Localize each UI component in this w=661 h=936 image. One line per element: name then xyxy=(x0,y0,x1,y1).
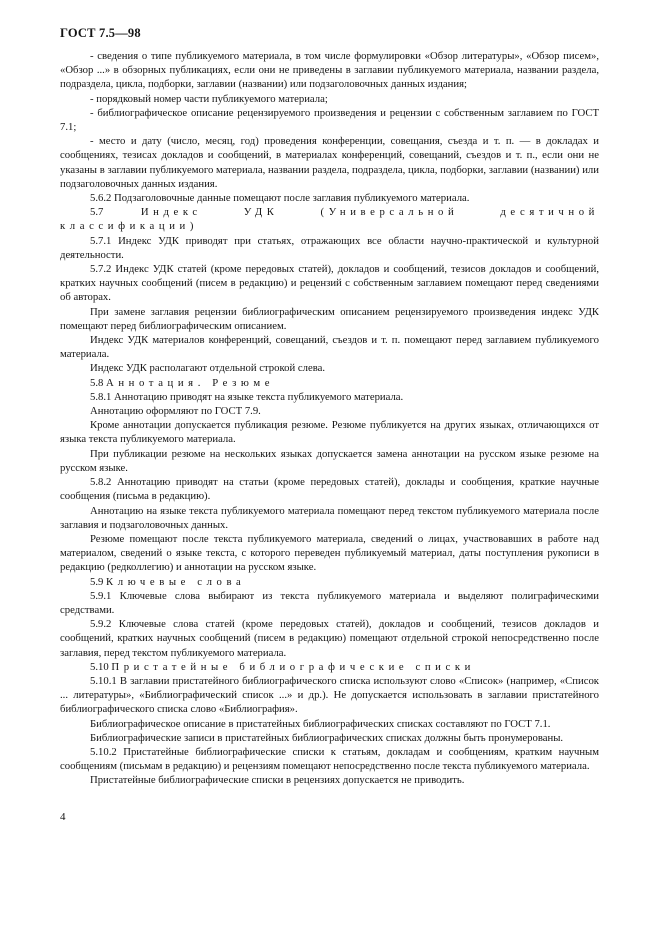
section-number: 5.10 xyxy=(90,660,109,673)
section-title: Аннотация. Резюме xyxy=(106,376,275,389)
paragraph: Аннотацию на языке текста публикуемого материала помещают перед текстом публикуемого материала после заглавия и подзаголовочных данных. xyxy=(60,504,599,531)
paragraph: Индекс УДК располагают отдельной строкой слева. xyxy=(90,362,326,375)
paragraph: При публикации резюме на нескольких языках допускается замена аннотации на русском языке резюме на русском языке. xyxy=(60,447,599,474)
paragraph: 5.10.1 В заглавии пристатейного библиографического списка используют слово «Список» (например, «Список ... литературы», «Библиографический список ...» и др.). Не допускается использовать в заглавии пристатейного библиографического списка слово «Библиография». xyxy=(60,674,599,716)
paragraph: - сведения о типе публикуемого материала, в том числе формулировки «Обзор литературы», «Обзор писем», «Обзор ...» в обзорных публикациях, если они не приведены в заглавии публикуемого материала, названии раздела, подраздела, цикла, подборки, заглавии (названии) или подзаголовочных данных издания; xyxy=(60,50,599,91)
paragraph: Пристатейные библиографические списки в рецензиях допускается не приводить. xyxy=(90,774,465,787)
paragraph: - порядковый номер части публикуемого материала; xyxy=(90,92,328,105)
paragraph: При замене заглавия рецензии библиографическим описанием рецензируемого произведения индекс УДК помещают перед библиографическим описанием. xyxy=(60,305,599,332)
section-title: Ключевые слова xyxy=(106,575,246,588)
section-heading-udk xyxy=(60,205,599,233)
paragraph: Аннотацию оформляют по ГОСТ 7.9. xyxy=(90,405,261,418)
section-number: 5.7 xyxy=(90,206,104,219)
section-number: 5.9 xyxy=(90,575,104,588)
paragraph: Библиографическое описание в пристатейных библиографических списках составляют по ГОСТ 7.1. xyxy=(90,717,551,730)
paragraph: Кроме аннотации допускается публикация резюме. Резюме публикуется на других языках, отличающихся от языка текста публикуемого материала. xyxy=(60,419,599,446)
paragraph: 5.6.2 Подзаголовочные данные помещают после заглавия публикуемого материала. xyxy=(90,192,470,205)
paragraph: - место и дату (число, месяц, год) проведения конференции, совещания, съезда и т. п. — в докладах и сообщениях, тезисах докладов и сообщений, в материалах конференций, совещаний, съездов и т. п., если они не указаны в заглавии публикуемого материала, названии раздела, подраздела, цикла, подборки, заглавии (названии) или подзаголовочных данных издания. xyxy=(60,135,599,190)
section-heading-bibliography xyxy=(60,660,599,674)
section-heading-keywords xyxy=(60,575,599,589)
page-number: 4 xyxy=(60,811,66,823)
paragraph: 5.7.2 Индекс УДК статей (кроме передовых статей), докладов и сообщений, тезисов докладов и сообщений, кратких научных сообщений (писем в редакцию) и рецензий с собственным заглавием помещают перед сведениями об авторах. xyxy=(60,263,599,304)
paragraph: 5.9.2 Ключевые слова статей (кроме передовых статей), докладов и сообщений, тезисов докладов и сообщений, кратких научных сообщений (писем в редакцию) помещают отдельной строкой непосредственно после заглавия, перед текстом публикуемого материала. xyxy=(60,618,599,659)
document-header: ГОСТ 7.5—98 xyxy=(60,26,141,40)
paragraph: Библиографические записи в пристатейных библиографических списках должны быть пронумерованы. xyxy=(90,731,564,744)
section-heading-annotation xyxy=(60,376,599,390)
paragraph: 5.7.1 Индекс УДК приводят при статьях, отражающих все области научно-практической и культурной деятельности. xyxy=(60,234,599,261)
paragraph: - библиографическое описание рецензируемого произведения и рецензии с собственным заглавием по ГОСТ 7.1; xyxy=(60,106,599,134)
paragraph: Индекс УДК материалов конференций, совещаний, съездов и т. п. помещают перед заглавием публикуемого материала. xyxy=(60,334,599,361)
paragraph: Резюме помещают после текста публикуемого материала, сведений о лицах, участвовавших в работе над материалом, сведений о языке текста, с которого переведен публикуемый материал, даты поступления рукописи в редакцию (редколлегию) и аннотации на русском языке. xyxy=(60,532,599,574)
document-body xyxy=(60,49,599,788)
paragraph: 5.8.1 Аннотацию приводят на языке текста публикуемого материала. xyxy=(90,390,404,403)
paragraph: 5.9.1 Ключевые слова выбирают из текста публикуемого материала и выделяют полиграфическими средствами. xyxy=(60,589,599,616)
paragraph: 5.10.2 Пристатейные библиографические списки к статьям, докладам и сообщениям, кратким научным сообщениям (письмам в редакцию) и рецензиям помещают непосредственно после текста публикуемого материала. xyxy=(60,745,599,773)
section-title: Пристатейные библиографические списки xyxy=(111,660,475,673)
section-number: 5.8 xyxy=(90,376,104,389)
section-title: Индекс УДК (Универсальной десятичной классификации) xyxy=(60,206,599,233)
paragraph: 5.8.2 Аннотацию приводят на статьи (кроме передовых статей), доклады и сообщения, краткие научные сообщения (письма в редакцию). xyxy=(60,476,599,503)
